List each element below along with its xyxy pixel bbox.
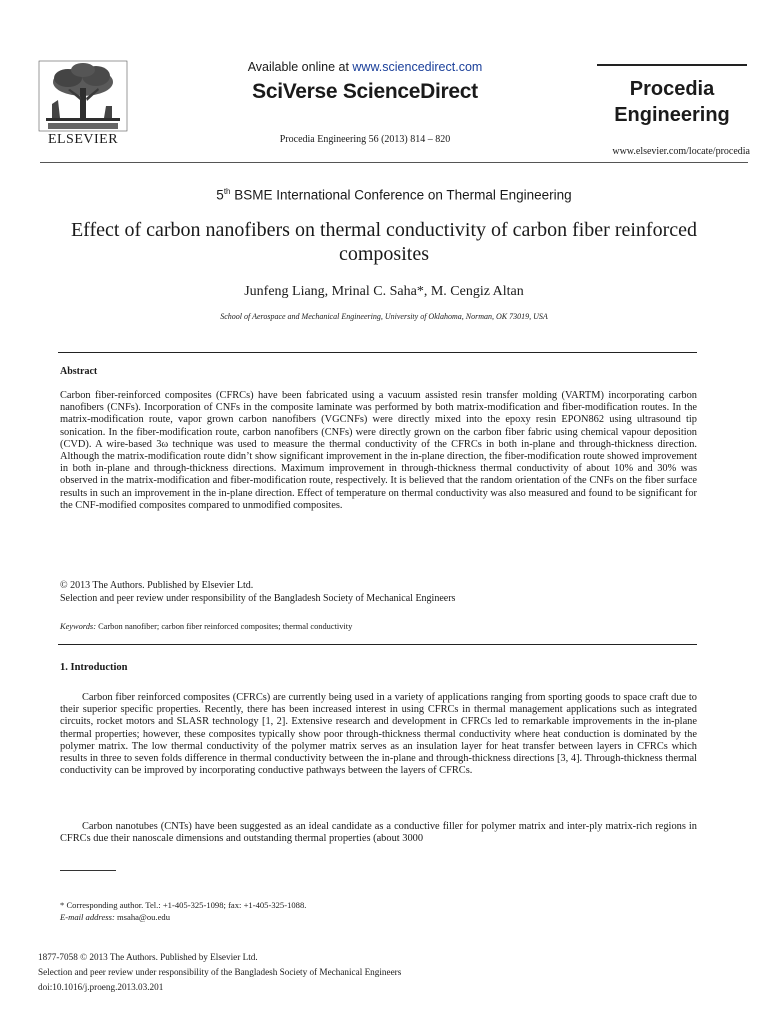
abstract-heading: Abstract [60, 366, 98, 377]
available-prefix: Available online at [247, 60, 353, 74]
author-list: Junfeng Liang, Mrinal C. Saha*, M. Cengiz Altan [244, 284, 524, 299]
abstract-top-rule [58, 352, 697, 353]
footnote-rule [60, 870, 116, 871]
sciencedirect-link[interactable]: www.sciencedirect.com [352, 60, 483, 74]
introduction-paragraph: Carbon fiber reinforced composites (CFRCs) are currently being used in a variety of applications ranging from sporting goods to space craft due to their superior specific properties. Recently, there has been increased interest in using CFRCs in thermal management applications such as integrated circuits, rocket motors and SLASR technology [1, 2]. Extensive research and development in CFRCs led to remarkable improvements in the in-plane thermal properties; however, these composites typically show poor through-thickness thermal conductivity where heat conduction is dominated by the polymer matrix. The low thermal conductivity of the polymer matrix serves as an insulation layer for heat transfer between layers in CFRCs which results in three to seven folds difference in thermal conductivity between the in-plane and through-thickness directions [3, 4]. Through-thickness thermal conductivity can be improved by incorporating conductive pathways between the layers of CFRCs. [60, 692, 697, 777]
journal-rule [597, 64, 747, 66]
section-heading-introduction: 1. Introduction [60, 662, 128, 673]
keywords-label: Keywords: [60, 622, 96, 631]
available-online-line [200, 60, 530, 74]
journal-title [597, 76, 747, 128]
keywords-line [60, 622, 352, 631]
abstract-review-note: Selection and peer review under responsibility of the Bangladesh Society of Mechanical Engineers [60, 593, 456, 604]
journal-title-line1: Procedia [629, 78, 715, 100]
abstract-copyright: © 2013 The Authors. Published by Elsevier Ltd. [60, 580, 254, 591]
email-address[interactable]: msaha@ou.edu [114, 912, 170, 922]
publisher-label: ELSEVIER [47, 132, 119, 147]
keywords-list: Carbon nanofiber; carbon fiber reinforced composites; thermal conductivity [95, 622, 353, 631]
journal-url-link[interactable]: www.elsevier.com/locate/procedia [612, 146, 750, 157]
conference-ordinal-suffix: th [223, 187, 231, 196]
introduction-paragraph: Carbon nanotubes (CNTs) have been suggested as an ideal candidate as a conductive filler for polymer matrix and inter-ply matrix-rich regions in CFRCs due their nanoscale dimensions and outstanding thermal properties (about 3000 [60, 821, 697, 845]
abstract-text: Carbon fiber-reinforced composites (CFRCs) have been fabricated using a vacuum assisted resin transfer molding (VARTM) incorporating carbon nanofibers (CNFs). Incorporation of CNFs in the composite laminate was performed by both matrix-modification and fiber-modification routes. In the matrix-modification route, vapor grown carbon nanofibers (VGCNFs) were directly mixed into the epoxy resin EPON862 using ultrasound tip sonication. In the fiber-modification route, carbon nanofibers (CNFs) were directly grown on the carbon fiber fabric using chemical vapour deposition (CVD). A wire-based 3ω technique was used to measure the thermal conductivity of the CFRCs in both in-plane and through-thickness direction. Although the matrix-modification route didn’t show significant improvement in the in-plane direction, the fiber-modification route showed improvement in both in-plane and through-thickness directions. Maximum improvement in through-thickness thermal conductivity of about 10% and 30% was observed in the matrix-modification and fiber-modification route, respectively. It is believed that the random orientation of the CNFs on the fiber surface results in such an improvement in the in-plane direction. Effect of temperature on thermal conductivity was also measured and found to be significant for the CNF-modified composites compared to unmodified composites. [60, 390, 697, 511]
doi-link[interactable]: doi:10.1016/j.proeng.2013.03.201 [38, 982, 164, 992]
conference-name [40, 187, 748, 203]
issn-copyright-line: 1877-7058 © 2013 The Authors. Published by Elsevier Ltd. [38, 952, 258, 962]
corresponding-author-note: * Corresponding author. Tel.: +1-405-325-1098; fax: +1-405-325-1088. [60, 900, 307, 910]
header-divider [40, 162, 748, 163]
journal-title-line2: Engineering [614, 104, 730, 126]
journal-citation: Procedia Engineering 56 (2013) 814 – 820 [279, 134, 451, 145]
abstract-bottom-rule [58, 644, 697, 645]
email-note [60, 912, 170, 922]
conference-title: BSME International Conference on Thermal Engineering [230, 187, 572, 203]
author-affiliation: School of Aerospace and Mechanical Engineering, University of Oklahoma, Norman, OK 73019, USA [220, 312, 548, 321]
paper-title: Effect of carbon nanofibers on thermal conductivity of carbon fiber reinforced composites [70, 219, 698, 265]
platform-title: SciVerse ScienceDirect [252, 80, 478, 103]
peer-review-line: Selection and peer review under responsibility of the Bangladesh Society of Mechanical Engineers [38, 967, 402, 977]
email-label: E-mail address: [60, 912, 115, 922]
conference-ordinal: 5 [216, 187, 224, 203]
